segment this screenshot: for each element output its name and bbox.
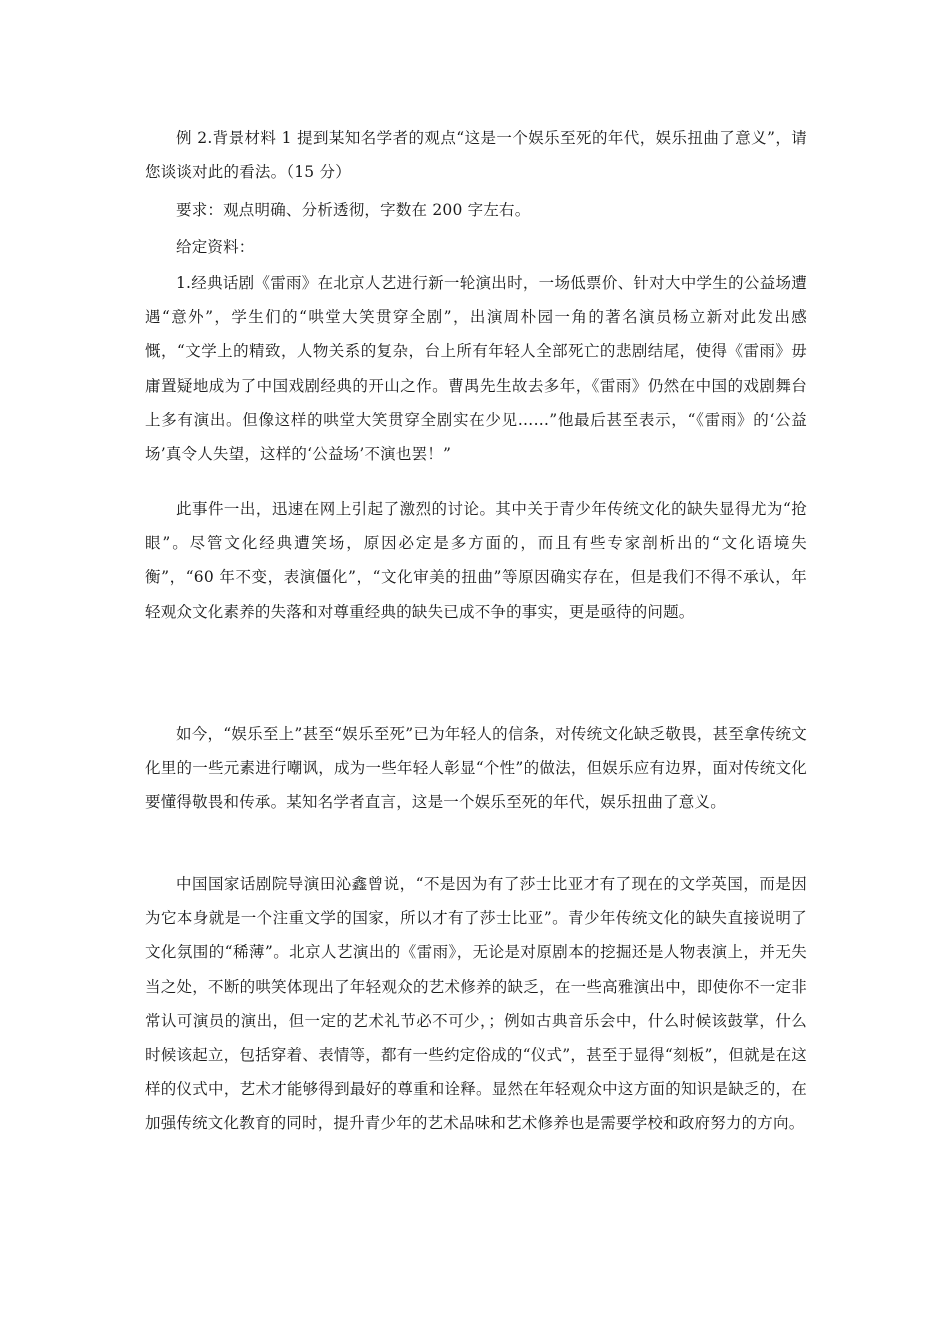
material-paragraph-3: 如今，“娱乐至上”甚至“娱乐至死”已为年轻人的信条，对传统文化缺乏敬畏，甚至拿传统文化里的一些元素进行嘲讽，成为一些年轻人彰显“个性”的做法，但娱乐应有边界，面对传统文化要懂得敬畏和传承。某知名学者直言，这是一个娱乐至死的年代，娱乐扭曲了意义。 — [145, 725, 807, 812]
material-paragraph-4: 中国国家话剧院导演田沁鑫曾说，“不是因为有了莎士比亚才有了现在的文学英国，而是因为它本身就是一个注重文学的国家，所以才有了莎士比亚”。青少年传统文化的缺失直接说明了文化氛围的“稀薄”。北京人艺演出的《雷雨》，无论是对原剧本的挖掘还是人物表演上，并无失当之处，不断的哄笑体现出了年轻观众的艺术修养的缺乏，在一些高雅演出中，即使你不一定非常认可演员的演出，但一定的艺术礼节必不可少，；例如古典音乐会中，什么时候该鼓掌，什么时候该起立，包括穿着、表情等，都有一些约定俗成的“仪式”，甚至于显得“刻板”，但就是在这样的仪式中，艺术才能够得到最好的尊重和诠释。显然在年轻观众中这方面的知识是缺乏的，在加强传统文化教育的同时，提升青少年的艺术品味和艺术修养也是需要学校和政府努力的方向。 — [145, 875, 807, 1133]
material-heading: 给定资料： — [176, 238, 255, 256]
question-paragraph: 例 2.背景材料 1 提到某知名学者的观点“这是一个娱乐至死的年代，娱乐扭曲了意义”，请您谈谈对此的看法。（15 分） — [145, 129, 807, 182]
material-paragraph-2: 此事件一出，迅速在网上引起了激烈的讨论。其中关于青少年传统文化的缺失显得尤为“抢眼”。尽管文化经典遭笑场，原因必定是多方面的，而且有些专家剖析出的“文化语境失衡”，“60 年不变，表演僵化”，“文化审美的扭曲”等原因确实存在，但是我们不得不承认，年轻观众文化素养的失落和对尊重经典的缺失已成不争的事实，更是亟待的问题。 — [145, 500, 807, 621]
requirement-paragraph: 要求：观点明确、分析透彻，字数在 200 字左右。 — [176, 201, 531, 219]
material-paragraph-1: 1.经典话剧《雷雨》在北京人艺进行新一轮演出时，一场低票价、针对大中学生的公益场遭遇“意外”，学生们的“哄堂大笑贯穿全剧”，出演周朴园一角的著名演员杨立新对此发出感慨，“文学上的精致，人物关系的复杂，台上所有年轻人全部死亡的悲剧结尾，使得《雷雨》毋庸置疑地成为了中国戏剧经典的开山之作。曹禺先生故去多年，《雷雨》仍然在中国的戏剧舞台上多有演出。但像这样的哄堂大笑贯穿全剧实在少见……”他最后甚至表示，“《雷雨》的‘公益场’真令人失望，这样的‘公益场’不演也罢！” — [145, 274, 807, 464]
